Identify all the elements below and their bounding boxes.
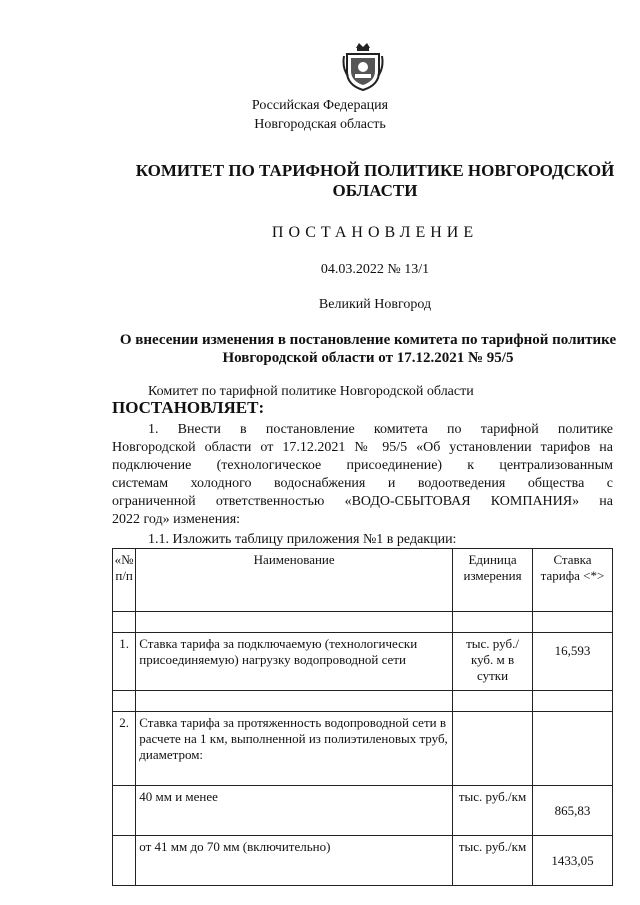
row-name: Ставка тарифа за протяженность водопроводной сети в расчете на 1 км, выполненной из полиэтиленовых труб, диаметром: (136, 712, 453, 786)
paragraph-line: Новгородской области от 17.12.2021 № 95/5 «Об установлении тарифов на (112, 440, 613, 455)
row-rate: 865,83 (533, 786, 613, 836)
row-unit: тыс. руб./км (453, 836, 533, 886)
row-num: 2. (113, 712, 136, 786)
row-num (113, 836, 136, 886)
clause-1-1: 1.1. Изложить таблицу приложения №1 в редакции: (148, 532, 457, 547)
paragraph-line: системам холодного водоснабжения и водоотведения общества с (112, 476, 613, 491)
row-rate: 1433,05 (533, 836, 613, 886)
row-num: 1. (113, 633, 136, 691)
header-rate: Ставка тарифа <*> (533, 549, 613, 612)
tariff-table (112, 548, 613, 886)
date-number: 04.03.2022 № 13/1 (320, 262, 430, 277)
table-row (113, 712, 613, 786)
city-name: Великий Новгород (318, 297, 432, 312)
row-rate (533, 712, 613, 786)
table-spacer-row (113, 691, 613, 712)
header-name: Наименование (136, 549, 453, 612)
coat-of-arms-icon (342, 40, 384, 92)
table-row (113, 633, 613, 691)
table-header-row (113, 549, 613, 612)
row-rate: 16,593 (533, 633, 613, 691)
paragraph-line: 2022 год» изменения: (112, 512, 241, 527)
row-unit (453, 712, 533, 786)
paragraph-line: ограниченной ответственностью «ВОДО-СБЫТОВАЯ КОМПАНИЯ» на (112, 494, 613, 509)
row-unit: тыс. руб./куб. м в сутки (453, 633, 533, 691)
table-row (113, 836, 613, 886)
paragraph-line: 1. Внести в постановление комитета по тарифной политике (148, 422, 613, 437)
header-unit: Единица измерения (453, 549, 533, 612)
table-spacer-row (113, 612, 613, 633)
subject-line1: О внесении изменения в постановление комитета по тарифной политике (119, 332, 617, 348)
committee-title-line2: ОБЛАСТИ (332, 181, 418, 200)
region-name: Новгородская область (254, 117, 386, 132)
subject-line2: Новгородской области от 17.12.2021 № 95/5 (222, 350, 514, 366)
country-name: Российская Федерация (251, 98, 389, 113)
resolve-heading: ПОСТАНОВЛЯЕТ: (112, 398, 265, 417)
intro-text: Комитет по тарифной политике Новгородской области (148, 384, 474, 399)
row-unit: тыс. руб./км (453, 786, 533, 836)
row-num (113, 786, 136, 836)
document-type: ПОСТАНОВЛЕНИЕ (271, 224, 479, 241)
table-row (113, 786, 613, 836)
row-name: 40 мм и менее (136, 786, 453, 836)
committee-title-line1: КОМИТЕТ ПО ТАРИФНОЙ ПОЛИТИКЕ НОВГОРОДСКОЙ (135, 161, 615, 180)
header-num: «№ п/п (113, 549, 136, 612)
row-name: от 41 мм до 70 мм (включительно) (136, 836, 453, 886)
row-name: Ставка тарифа за подключаемую (технологически присоединяемую) нагрузку водопроводной сети (136, 633, 453, 691)
paragraph-line: подключение (технологическое присоединение) к централизованным (112, 458, 613, 473)
